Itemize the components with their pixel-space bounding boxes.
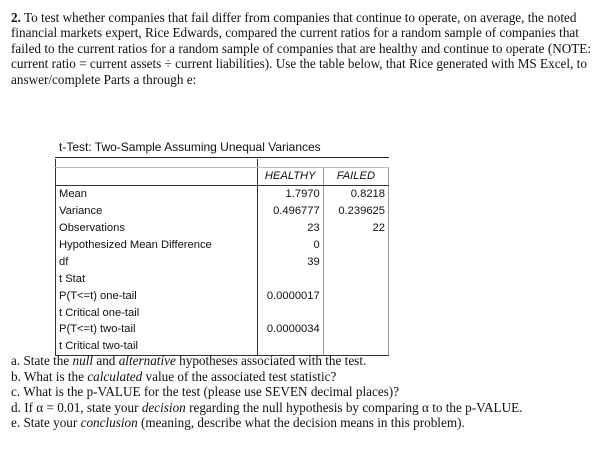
question-e: e. State your conclusion (meaning, describe what the decision means in this problem). <box>11 415 465 431</box>
healthy-value: 1.7970 <box>257 185 323 202</box>
title-rule <box>55 157 389 158</box>
healthy-value: 0.0000034 <box>257 321 323 338</box>
healthy-value: 23 <box>257 220 323 237</box>
header-row <box>56 168 389 186</box>
failed-value: 22 <box>323 220 388 237</box>
row-label: t Stat <box>56 270 258 287</box>
failed-value <box>323 253 388 270</box>
row-label: P(T<=t) one-tail <box>56 287 258 304</box>
row-label: df <box>56 253 258 270</box>
failed-value <box>323 237 388 254</box>
problem-text: To test whether companies that fail differ from companies that continue to operate, on average, the noted financial markets expert, Rice Edwards, compared the current ratios for a random sample of companies that failed to the current ratios for a random sample of companies that are healthy and continue to operate (NOTE: current ratio = current assets ÷ current liabilities). Use the table below, that Rice generated with MS Excel, to answer/complete Parts a through e: <box>11 10 592 87</box>
table-row <box>56 270 389 287</box>
failed-value <box>323 321 388 338</box>
healthy-value: 0 <box>257 237 323 254</box>
row-label: Observations <box>56 220 258 237</box>
healthy-value: 0.496777 <box>257 203 323 220</box>
table-title: t-Test: Two-Sample Assuming Unequal Variances <box>59 140 321 154</box>
row-label: P(T<=t) two-tail <box>56 321 258 338</box>
header-blank <box>56 168 258 186</box>
healthy-value: 0.0000017 <box>257 287 323 304</box>
ttest-grid <box>55 159 389 356</box>
question-a: a. State the null and alternative hypotheses associated with the test. <box>11 353 367 368</box>
table-row <box>56 253 389 270</box>
row-label: t Critical two-tail <box>56 338 258 355</box>
problem-number: 2. <box>11 10 21 25</box>
row-label: t Critical one-tail <box>56 304 258 321</box>
excel-output-table <box>55 137 389 353</box>
question-list <box>11 353 605 431</box>
failed-value <box>323 270 388 287</box>
question-c: c. What is the p-VALUE for the test (please use SEVEN decimal places)? <box>11 384 400 400</box>
problem-statement <box>11 10 605 87</box>
question-d: d. If α = 0.01, state your decision regarding the null hypothesis by comparing α to the p-VALUE. <box>11 399 523 415</box>
row-label: Mean <box>56 185 258 202</box>
col-header-healthy: HEALTHY <box>257 168 323 186</box>
healthy-value <box>257 270 323 287</box>
table-row <box>56 237 389 254</box>
table-row <box>56 220 389 237</box>
failed-value <box>323 287 388 304</box>
table-row <box>56 203 389 220</box>
table-row <box>56 287 389 304</box>
table-row <box>56 321 389 338</box>
row-label: Hypothesized Mean Difference <box>56 237 258 254</box>
healthy-value: 39 <box>257 253 323 270</box>
failed-value: 0.8218 <box>323 185 388 202</box>
healthy-value <box>257 304 323 321</box>
spacer-row <box>56 159 389 168</box>
failed-value <box>323 304 388 321</box>
failed-value: 0.239625 <box>323 203 388 220</box>
table-row <box>56 185 389 202</box>
question-b: b. What is the calculated value of the associated test statistic? <box>11 368 337 384</box>
col-header-failed: FAILED <box>323 168 388 186</box>
table-row <box>56 304 389 321</box>
row-label: Variance <box>56 203 258 220</box>
